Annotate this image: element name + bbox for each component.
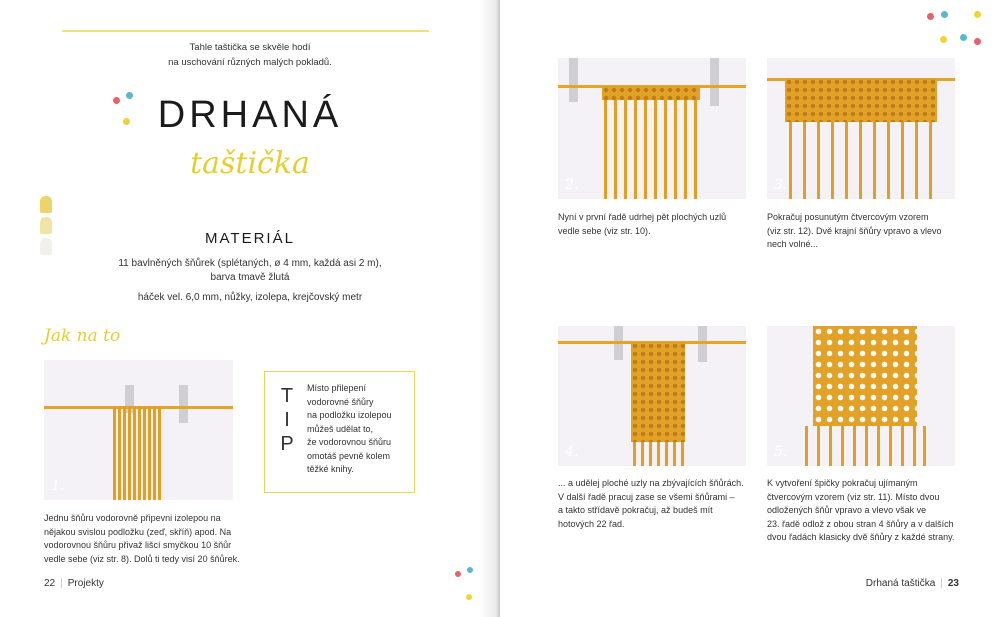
page-number: 23 — [947, 578, 959, 589]
confetti-dot — [974, 38, 981, 45]
caption-line: Jednu šňůru vodorovně připevni izolepou na — [44, 513, 221, 523]
material-heading: MATERIÁL — [205, 230, 295, 247]
hanging-cords — [113, 406, 165, 500]
top-rule — [62, 30, 429, 32]
confetti-dot — [126, 92, 133, 99]
step-3-caption — [767, 211, 967, 252]
right-page — [500, 0, 999, 617]
tip-line: těžké knihy. — [307, 464, 354, 474]
thimble-icon — [40, 217, 52, 234]
tape-strip — [569, 58, 578, 102]
tip-line: vodorovné šňůry — [307, 396, 374, 407]
confetti-dot — [940, 36, 947, 43]
step-5-photo — [767, 326, 955, 466]
thimble-icon — [40, 196, 52, 213]
intro-line: na uschování různých malých pokladů. — [168, 57, 332, 68]
page-number: 22 — [44, 578, 56, 589]
step-1-caption — [44, 512, 264, 566]
tip-letter: P — [280, 433, 294, 455]
folio-left — [44, 578, 104, 589]
section-name: Projekty — [67, 578, 104, 589]
caption-line: vedle sebe (viz str. 10). — [558, 225, 651, 236]
left-page — [0, 0, 497, 617]
folio-separator: | — [60, 578, 63, 589]
intro-line: Tahle taštička se skvěle hodí — [189, 42, 311, 53]
tape-strip — [179, 385, 188, 423]
confetti-dot — [455, 571, 461, 577]
caption-line: Pokračuj posunutým čtvercovým vzorem — [767, 212, 929, 222]
confetti-dot — [467, 567, 473, 573]
tip-line: že vodorovnou šňůru — [307, 437, 392, 447]
step-number: 5. — [774, 444, 788, 460]
book-title: Drhaná taštička — [865, 578, 936, 589]
caption-line: odložených šňůr vpravo a vlevo však ve — [767, 505, 927, 515]
open-knot-pattern — [813, 326, 917, 426]
tip-text — [307, 382, 415, 477]
material-tools: háček vel. 6,0 mm, nůžky, izolepa, krejčovský metr — [137, 292, 363, 303]
tip-line: na podložku izolepou — [307, 410, 392, 420]
caption-line: V další řadě pracuj zase se všemi šňůrami – — [558, 491, 735, 502]
caption-line: K vytvoření špičky pokračuj ujímaným — [767, 478, 918, 488]
thimble-icon — [40, 238, 52, 255]
material-line: 11 bavlněných šňůrek (splétaných, ø 4 mm, každá asi 2 m), — [118, 258, 382, 269]
step-number: 3. — [774, 177, 788, 193]
confetti-dot — [466, 594, 472, 600]
step-4-caption — [558, 477, 758, 531]
caption-line: nech volné... — [767, 239, 819, 249]
step-2-photo — [558, 58, 746, 199]
step-number: 1. — [51, 478, 65, 494]
confetti-dot — [974, 11, 981, 18]
caption-line: Nyní v první řadě udrhej pět plochých uzlů — [558, 212, 727, 222]
tape-strip — [710, 58, 719, 106]
hanging-cords — [803, 426, 927, 466]
hanging-cords — [631, 442, 685, 466]
hanging-cords — [602, 100, 700, 199]
caption-line: (viz str. 12). Dvě krajní šňůry vpravo a vlevo — [767, 225, 942, 236]
page-subtitle: taštička — [190, 146, 310, 181]
tip-line: můžeš udělat to, — [307, 423, 374, 434]
knotted-panel — [631, 342, 685, 442]
howto-heading: Jak na to — [44, 326, 121, 346]
step-number: 2. — [565, 177, 579, 193]
caption-line: vedle sebe (viz str. 8). Dolů ti tedy visí 20 šňůrek. — [44, 553, 240, 564]
folio-right — [866, 578, 959, 589]
caption-line: vodorovnou šňůru přivaž lišcí smyčkou 10 šňůr — [44, 540, 232, 550]
step-number: 4. — [565, 444, 579, 460]
intro-text — [100, 40, 400, 70]
step-5-caption — [767, 477, 982, 545]
tip-line: Místo přilepení — [307, 383, 367, 393]
tip-label — [280, 384, 294, 456]
confetti-dot — [941, 11, 948, 18]
tip-line: omotáš pevně kolem — [307, 450, 391, 461]
confetti-dot — [113, 97, 120, 104]
thimble-decoration — [40, 196, 54, 259]
knot-pattern — [785, 78, 937, 122]
folio-separator: | — [940, 578, 943, 589]
caption-line: hotových 22 řad. — [558, 518, 625, 529]
tip-letter: T — [280, 385, 294, 407]
page-title: DRHANÁ — [157, 94, 343, 136]
step-3-photo — [767, 58, 955, 199]
knot-row — [602, 86, 700, 100]
caption-line: dvou řadách klasicky dvě šňůry z každé strany. — [767, 532, 955, 542]
confetti-dot — [123, 118, 130, 125]
step-2-caption — [558, 211, 758, 238]
step-4-photo — [558, 326, 746, 466]
tip-box — [264, 371, 415, 493]
tip-letter: I — [284, 409, 290, 431]
step-1-photo — [44, 360, 233, 500]
material-line: barva tmavě žlutá — [210, 272, 290, 283]
confetti-dot — [927, 13, 934, 20]
caption-line: ... a udělej ploché uzly na zbývajících šňůrách. — [558, 478, 744, 488]
hanging-cords — [785, 122, 937, 199]
tape-strip — [698, 326, 707, 362]
caption-line: 23. řadě odlož z obou stran 4 šňůry a v dalších — [767, 518, 954, 529]
confetti-dot — [960, 34, 967, 41]
caption-line: a takto střídavě pokračuj, až budeš mít — [558, 505, 713, 515]
caption-line: čtvercovým vzorem (viz str. 11). Místo dvou — [767, 491, 940, 502]
material-list — [90, 257, 410, 305]
caption-line: nějakou svislou podložku (zeď, skříň) apod. Na — [44, 526, 232, 537]
